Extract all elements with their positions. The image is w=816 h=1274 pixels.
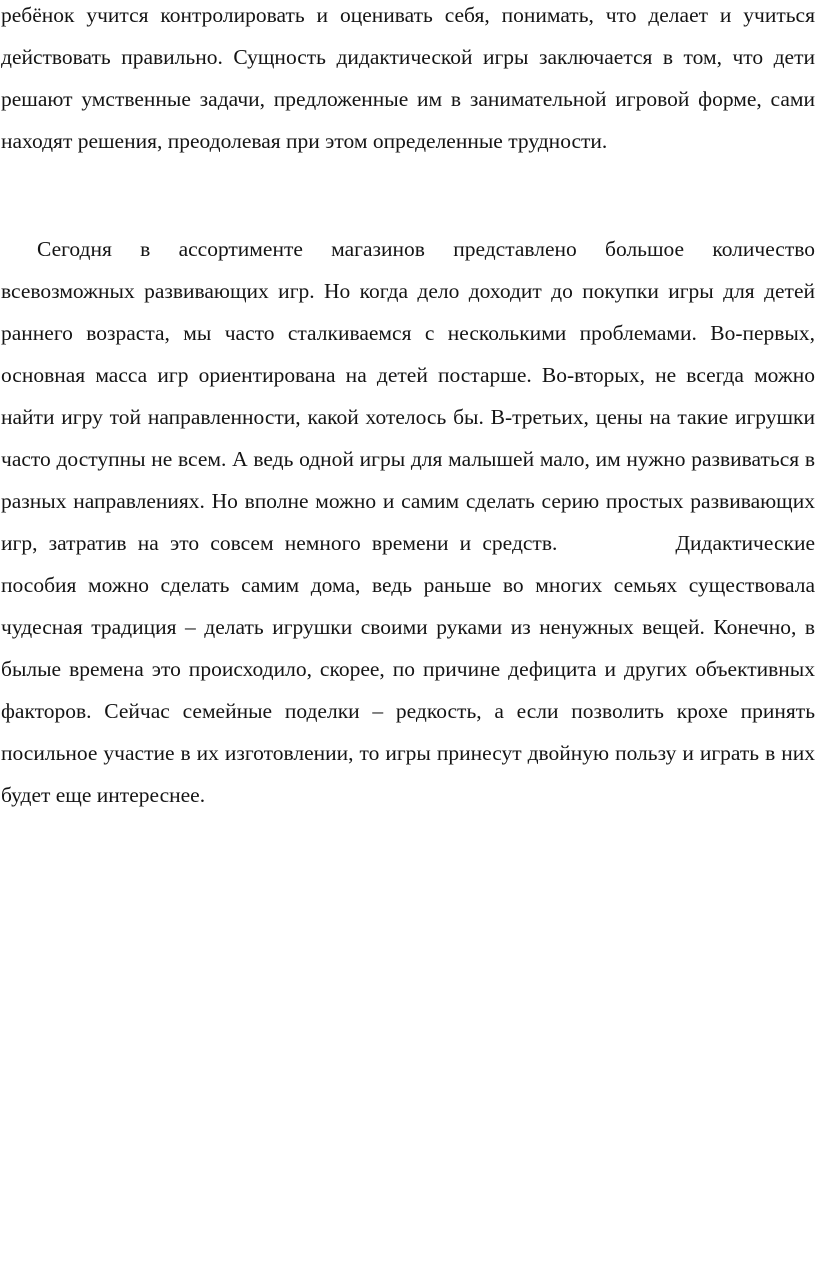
- paragraph-2-part-1: Сегодня в ассортименте магазинов представлено большое количество всевозможных развивающих игр. Но когда дело доходит до покупки игры для детей раннего возраста, мы часто сталкиваемся с несколькими проблемами. Во-первых, основная масса игр ориентирована на детей постарше. Во-вторых, не всегда можно найти игру той направленности, какой хотелось бы. В-третьих, цены на такие игрушки часто доступны не всем. А ведь одной игры для малышей мало, им нужно развиваться в разных направлениях. Но вполне можно и самим сделать серию простых развивающих игр, затратив на это совсем немного времени и средств.: [1, 237, 815, 555]
- paragraph-2: [1, 228, 815, 816]
- paragraph-1: ребёнок учится контролировать и оценивать себя, понимать, что делает и учиться действовать правильно. Сущность дидактической игры заключается в том, что дети решают умственные задачи, предложенные им в занимательной игровой форме, сами находят решения, преодолевая при этом определенные трудности.: [1, 3, 815, 153]
- paragraph-2-part-2: Дидактические пособия можно сделать самим дома, ведь раньше во многих семьях существовала чудесная традиция – делать игрушки своими руками из ненужных вещей. Конечно, в былые времена это происходило, скорее, по причине дефицита и других объективных факторов. Сейчас семейные поделки – редкость, а если позволить крохе принять посильное участие в их изготовлении, то игры принесут двойную пользу и играть в них будет еще интереснее.: [1, 531, 815, 807]
